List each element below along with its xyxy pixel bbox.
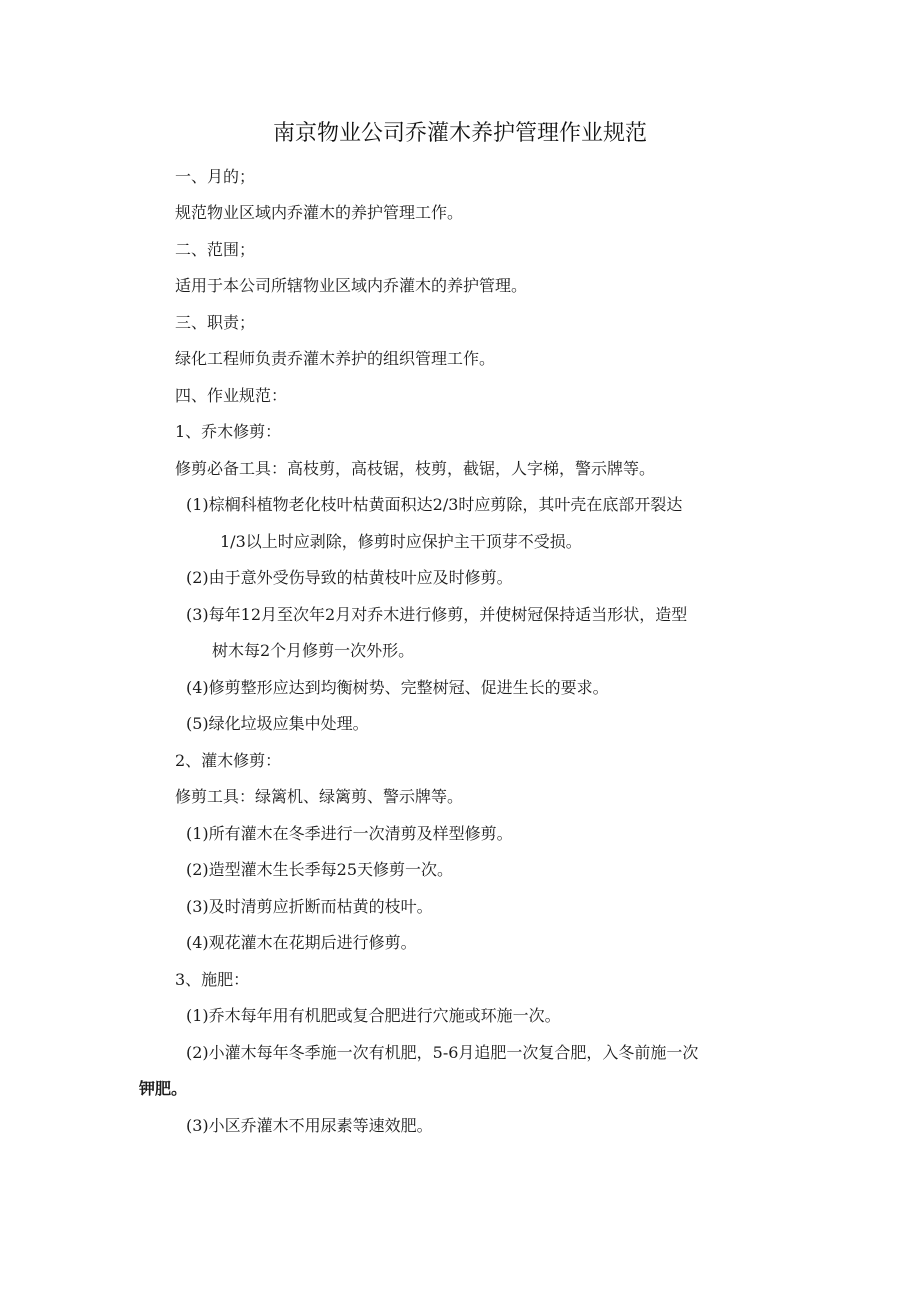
section-heading-purpose: 一、月的；: [175, 167, 256, 186]
list-item-tree-5: (5)绿化垃圾应集中处理。: [186, 714, 369, 733]
list-item-fertilizing-1: (1)乔木每年用有机肥或复合肥进行穴施或环施一次。: [186, 1006, 561, 1025]
subsection-heading-shrub-pruning: 2、灌木修剪：: [175, 751, 282, 770]
section-heading-responsibility: 三、职责；: [175, 313, 256, 332]
subsection-heading-fertilizing: 3、施肥：: [175, 970, 250, 989]
paragraph-shrub-tools: 修剪工具：绿篱机、绿篱剪、警示牌等。: [175, 787, 464, 806]
list-item-shrub-4: (4)观花灌木在花期后进行修剪。: [186, 933, 417, 952]
list-item-tree-4: (4)修剪整形应达到均衡树势、完整树冠、促进生长的要求。: [186, 678, 609, 697]
paragraph-tree-tools: 修剪必备工具：高枝剪，高枝锯，枝剪，截锯，人字梯，警示牌等。: [175, 459, 656, 478]
list-item-tree-3-continued: 树木每2个月修剪一次外形。: [212, 641, 415, 660]
paragraph-responsibility: 绿化工程师负责乔灌木养护的组织管理工作。: [175, 349, 496, 368]
list-item-shrub-3: (3)及时清剪应折断而枯黄的枝叶。: [186, 897, 433, 916]
list-item-fertilizing-3: (3)小区乔灌木不用尿素等速效肥。: [186, 1116, 433, 1135]
section-heading-specification: 四、作业规范：: [175, 386, 288, 405]
section-heading-scope: 二、范围；: [175, 240, 256, 259]
paragraph-scope: 适用于本公司所辖物业区域内乔灌木的养护管理。: [175, 276, 528, 295]
paragraph-purpose: 规范物业区域内乔灌木的养护管理工作。: [175, 203, 464, 222]
subsection-heading-tree-pruning: 1、乔木修剪：: [175, 422, 282, 441]
list-item-tree-3: (3)每年12月至次年2月对乔木进行修剪，并使树冠保持适当形状，造型: [186, 605, 688, 624]
document-title: 南京物业公司乔灌木养护管理作业规范: [272, 121, 647, 146]
list-item-tree-1: (1)棕榈科植物老化枝叶枯黄面积达2/3时应剪除，其叶壳在底部开裂达: [186, 495, 683, 514]
list-item-shrub-1: (1)所有灌木在冬季进行一次清剪及样型修剪。: [186, 824, 513, 843]
list-item-tree-1-continued: 1/3以上时应剥除，修剪时应保护主干顶芽不受损。: [220, 532, 582, 551]
list-item-fertilizing-2: (2)小灌木每年冬季施一次有机肥，5-6月追肥一次复合肥，入冬前施一次: [186, 1043, 699, 1062]
list-item-tree-2: (2)由于意外受伤导致的枯黄枝叶应及时修剪。: [186, 568, 513, 587]
list-item-fertilizing-2-continued: 钾肥。: [139, 1079, 188, 1098]
list-item-shrub-2: (2)造型灌木生长季每25天修剪一次。: [186, 860, 454, 879]
